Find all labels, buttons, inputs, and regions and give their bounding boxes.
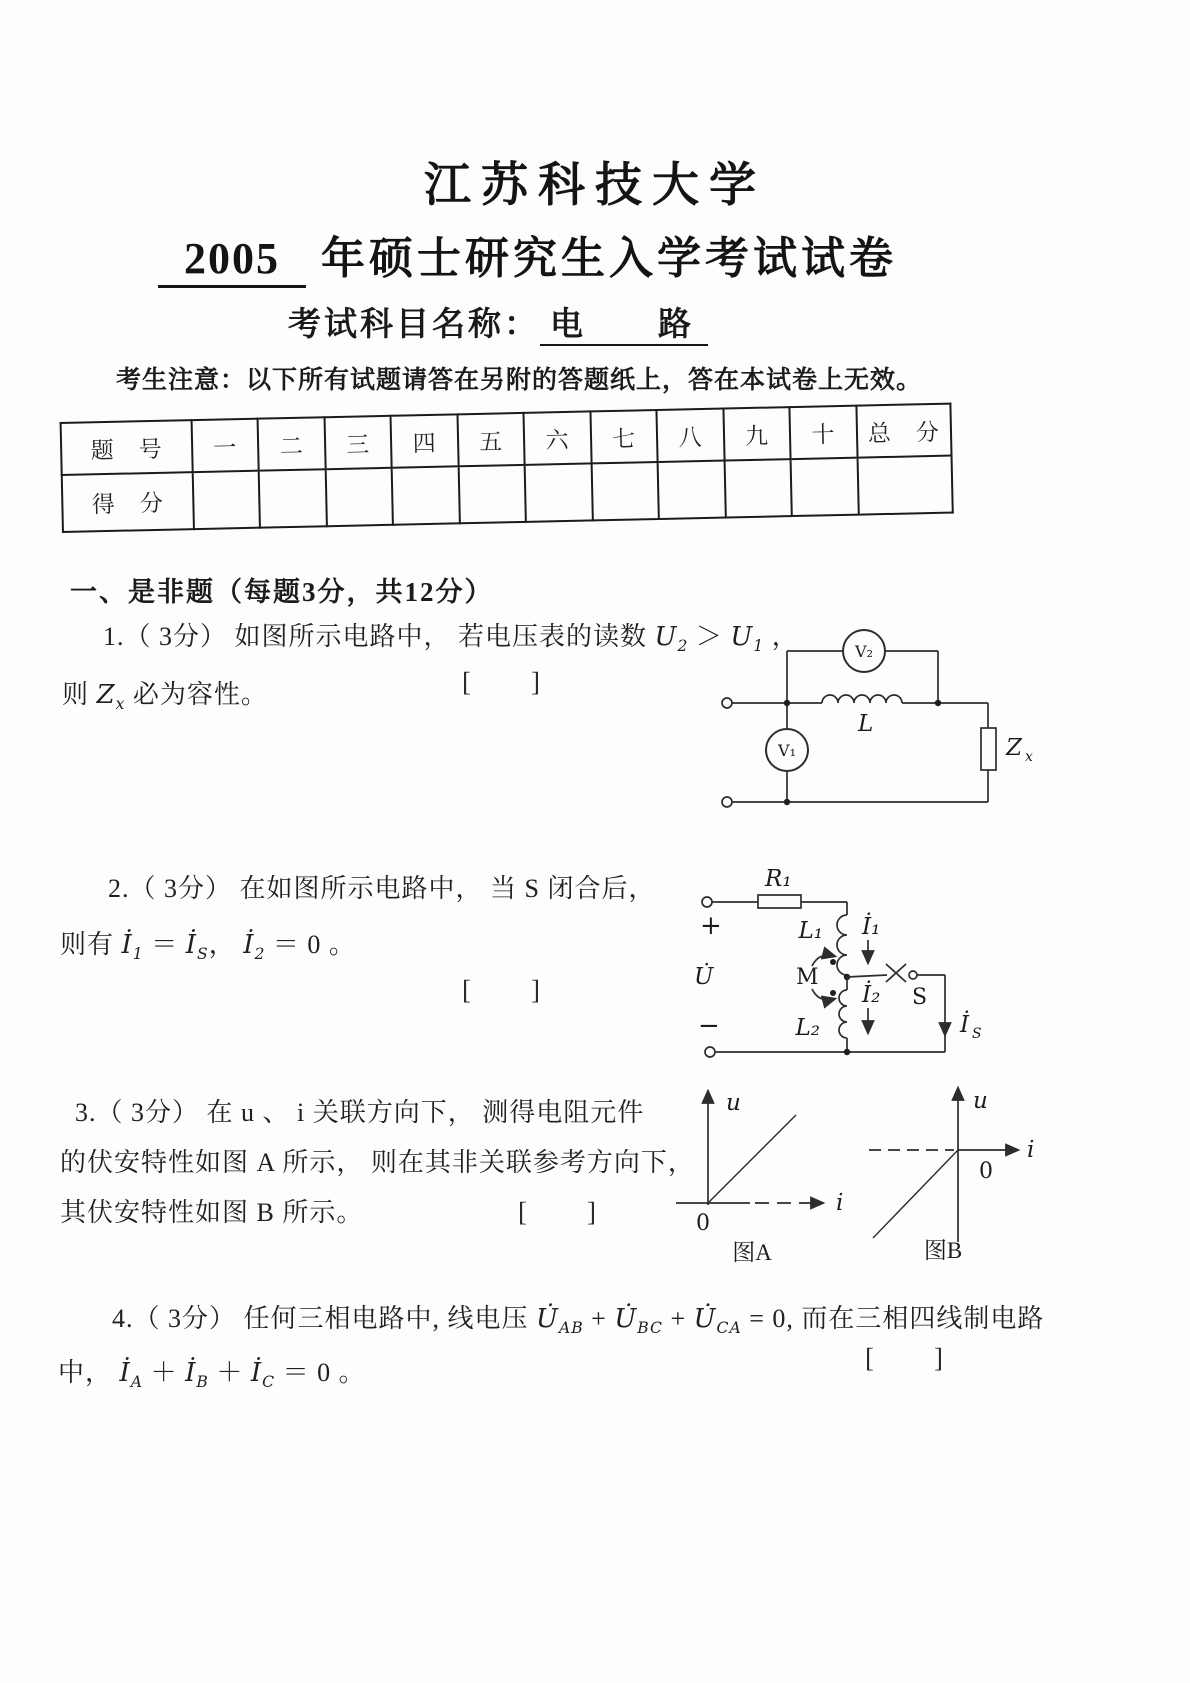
q1-math: ＞ — [688, 622, 731, 651]
exam-title — [158, 222, 897, 286]
q4-line2 — [58, 1352, 366, 1392]
q2-math-sub: 1 — [132, 945, 144, 964]
score-table-header-cell: 三 — [324, 416, 392, 469]
q4-text: 中， — [58, 1358, 120, 1387]
q1-text: ， — [764, 622, 799, 651]
q1-text: 必为容性。 — [125, 680, 268, 709]
terminal-top — [702, 897, 712, 907]
current-i1-label: İ₁ — [862, 914, 881, 940]
coupling-dot — [830, 959, 836, 965]
junction-dot — [784, 799, 790, 805]
subject-value: 电 路 — [540, 307, 708, 346]
q2-line2 — [60, 924, 356, 964]
coupling-dot — [830, 990, 836, 996]
q1-math-sub: x — [115, 695, 126, 714]
q4-math: + — [583, 1304, 615, 1333]
q3-line2: 的伏安特性如图 A 所示， 则在其非关联参考方向下， — [60, 1148, 695, 1177]
q4-line1 — [112, 1298, 1045, 1338]
q4-text: 4.（ 3分） 任何三相电路中, 线电压 — [112, 1304, 537, 1333]
junction-dot — [844, 1049, 850, 1055]
terminal-bottom — [705, 1047, 715, 1057]
subject-label: 考试科目名称： — [288, 307, 540, 343]
inductor-L — [822, 695, 902, 703]
section-heading: 一、是非题（每题3分，共12分） — [70, 577, 494, 607]
q4-text: = 0, 而在三相四线制电路 — [741, 1304, 1045, 1333]
q1-math-sub: 2 — [677, 637, 689, 656]
q2-text: 则有 — [60, 930, 122, 959]
score-cell — [857, 456, 953, 515]
voltmeter-v2-label: V₂ — [855, 642, 873, 661]
score-table-header-cell: 题 号 — [61, 420, 193, 475]
score-table-header-cell: 七 — [590, 410, 658, 463]
graph-B — [855, 1080, 1040, 1275]
exam-year: 2005 — [158, 234, 306, 288]
switch-S-label: S — [912, 985, 928, 1010]
inductor-L2 — [839, 977, 847, 1052]
score-cell — [591, 462, 659, 520]
q2-math-sub: S — [197, 945, 209, 964]
current-is-sub: S — [972, 1026, 982, 1042]
score-table-header-cell: 五 — [457, 413, 525, 466]
origin-label: 0 — [696, 1211, 710, 1236]
impedance-Zx — [981, 728, 996, 770]
q1-text: 1.（ 3分） 如图所示电路中， 若电压表的读数 — [103, 622, 655, 651]
q4-answer-bracket: [ ] — [865, 1343, 945, 1373]
voltmeter-v1-label: V₁ — [778, 741, 796, 760]
q4-math-sub: CA — [716, 1319, 742, 1338]
q1-line2 — [62, 674, 268, 714]
q2-math: İ — [121, 930, 133, 960]
q1-math-sub: 1 — [753, 637, 765, 656]
q1-math: U — [730, 622, 754, 652]
inductor-L1 — [837, 915, 847, 975]
junction-dot — [784, 700, 790, 706]
graph-B-caption: 图B — [923, 1238, 963, 1263]
score-table-header-cell: 九 — [723, 407, 791, 460]
i-axis-label: i — [1027, 1137, 1035, 1163]
q4-math: U̇ — [614, 1304, 638, 1334]
q1-math: U — [654, 622, 678, 652]
score-table-header-cell: 总 分 — [856, 404, 951, 458]
score-table-header-cell: 六 — [524, 411, 592, 464]
score-cell — [525, 463, 593, 521]
q2-math-sub: 2 — [254, 945, 266, 964]
q1-line1 — [103, 616, 799, 656]
minus-sign: − — [698, 1011, 720, 1041]
score-cell — [392, 466, 460, 524]
wire — [847, 975, 887, 977]
q4-math-sub: AB — [558, 1319, 584, 1338]
resistor-R1-label: R₁ — [765, 866, 792, 892]
q2-math: ＝ 0 。 — [265, 930, 356, 959]
plus-sign: + — [700, 911, 722, 941]
score-table-header-cell: 四 — [391, 414, 459, 467]
mutual-M-label: M — [796, 965, 819, 990]
q3-answer-bracket: [ ] — [518, 1197, 598, 1227]
score-table-header-cell: 二 — [258, 417, 326, 470]
i-axis-label: i — [836, 1190, 844, 1216]
q2-text: ， — [208, 930, 244, 959]
q4-math-sub: C — [262, 1373, 276, 1392]
notice-line — [116, 360, 922, 396]
score-cell — [259, 469, 327, 527]
q4-math: + — [662, 1304, 694, 1333]
exam-title-text: 年硕士研究生入学考试试卷 — [306, 234, 897, 283]
score-table-header-cell: 一 — [192, 419, 260, 472]
q4-math-sub: A — [130, 1373, 144, 1392]
inductor-L-label: L — [858, 711, 874, 737]
u-axis-label: u — [973, 1088, 988, 1114]
score-cell — [724, 459, 792, 517]
score-cell — [458, 465, 526, 523]
junction-dot — [935, 700, 941, 706]
u-axis-label: u — [726, 1090, 741, 1116]
graph-A — [660, 1080, 860, 1275]
q4-math: ＝ 0 。 — [275, 1358, 366, 1387]
current-is-label: İ — [960, 1012, 970, 1038]
q1-text: 则 — [62, 680, 97, 709]
q4-math: İ — [185, 1358, 197, 1388]
q4-math: ＋ — [208, 1358, 251, 1387]
score-table-header-cell: 十 — [790, 406, 858, 459]
q1-answer-bracket: [ ] — [462, 667, 542, 697]
inductor-L1-label: L₁ — [798, 918, 823, 944]
score-table — [60, 403, 954, 533]
resistor-R1 — [758, 895, 801, 908]
q1-math: Z — [96, 680, 116, 710]
q2-math: İ — [185, 930, 198, 960]
origin-label: 0 — [979, 1159, 993, 1184]
graph-A-caption: 图A — [732, 1240, 772, 1265]
circuit-diagram-q2 — [690, 862, 1010, 1062]
score-row-label: 得 分 — [62, 472, 194, 532]
q4-math-sub: BC — [637, 1319, 663, 1338]
switch-contact — [909, 971, 917, 979]
q2-answer-bracket: [ ] — [462, 975, 542, 1005]
score-cell — [658, 461, 726, 519]
circuit-diagram-q1 — [700, 615, 1060, 815]
va-characteristic-line — [873, 1150, 958, 1238]
impedance-Zx-sub: x — [1025, 749, 1033, 765]
impedance-Zx-label: Z — [1006, 735, 1022, 761]
inductor-L2-label: L₂ — [795, 1015, 820, 1041]
university-title: 江苏科技大学 — [424, 160, 766, 212]
source-voltage-label: U̇ — [694, 964, 714, 990]
q2-math: İ — [243, 930, 255, 960]
q2-line1: 2.（ 3分） 在如图所示电路中， 当 S 闭合后， — [108, 874, 656, 903]
subject-line — [288, 298, 708, 345]
notice-label: 考生注意： — [116, 367, 247, 394]
score-cell — [791, 458, 859, 516]
q2-math: ＝ — [143, 930, 186, 959]
q3-line1: 3.（ 3分） 在 u 、 i 关联方向下， 测得电阻元件 — [75, 1098, 645, 1127]
notice-text: 以下所有试题请答在另附的答题纸上，答在本试卷上无效。 — [246, 367, 923, 394]
q4-math: İ — [119, 1358, 131, 1388]
q3-line3: 其伏安特性如图 B 所示。 — [60, 1198, 364, 1227]
q4-math: ＋ — [143, 1358, 186, 1387]
current-i2-label: İ₂ — [862, 982, 881, 1008]
q4-math: U̇ — [693, 1304, 717, 1334]
q4-math: İ — [250, 1358, 263, 1388]
terminal-bottom — [722, 797, 732, 807]
score-cell — [193, 471, 261, 529]
q4-math-sub: B — [196, 1373, 209, 1392]
score-cell — [326, 468, 394, 526]
terminal-top — [722, 698, 732, 708]
q4-math: U̇ — [536, 1304, 559, 1334]
va-characteristic-line — [708, 1115, 796, 1203]
score-table-header-cell: 八 — [657, 409, 725, 462]
